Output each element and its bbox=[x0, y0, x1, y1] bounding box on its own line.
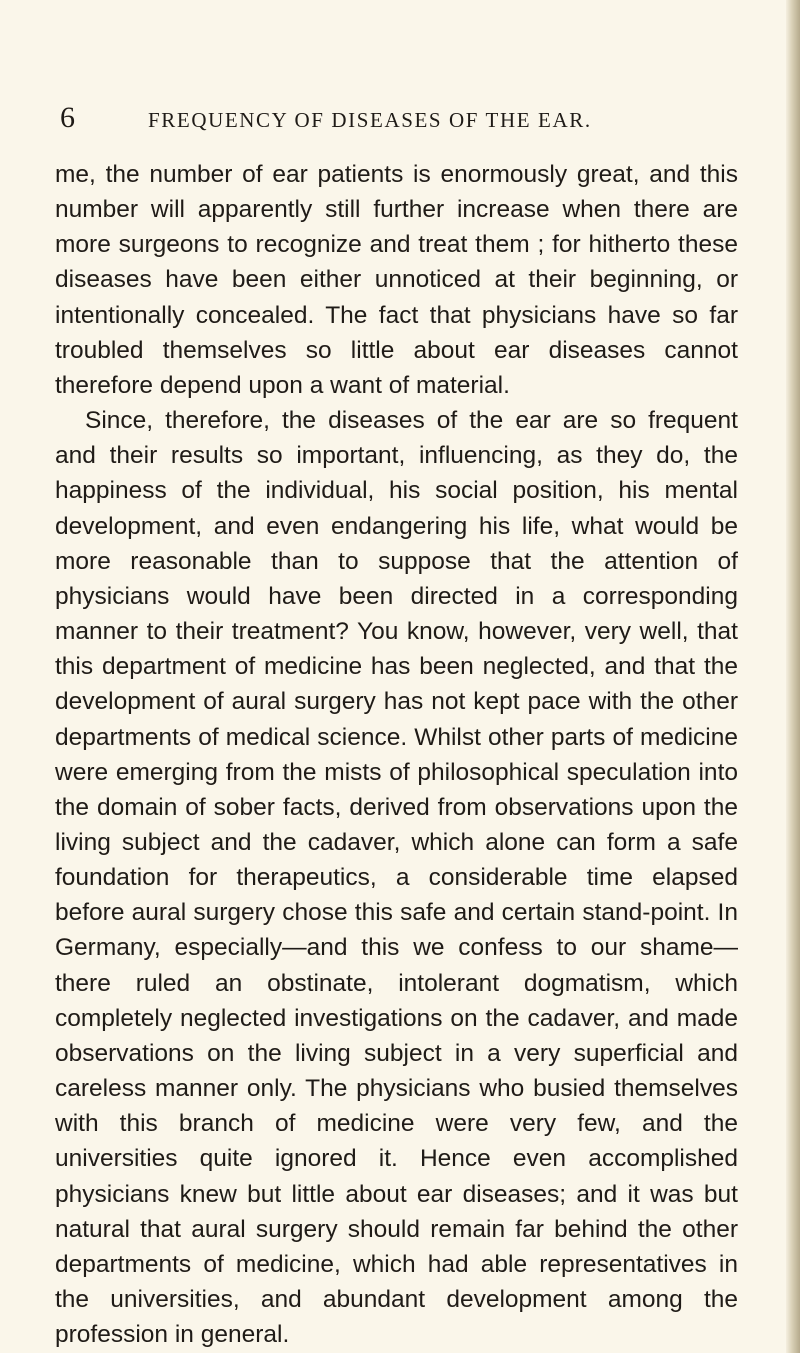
body-text bbox=[55, 157, 738, 1352]
page-number: 6 bbox=[60, 101, 75, 134]
page-header bbox=[60, 98, 750, 138]
running-head: FREQUENCY OF DISEASES OF THE EAR. bbox=[148, 108, 592, 132]
paragraph: Since, therefore, the diseases of the ear are so frequent and their results so important, influencing, as they do, the happiness of the individual, his social position, his mental development, and even endangering his life, what would be more reasonable than to suppose that the attention of physicians would have been directed in a corresponding manner to their treatment? You know, however, very well, that this department of medicine has been neglected, and that the development of aural surgery has not kept pace with the other departments of medical science. Whilst other parts of medicine were emerging from the mists of philosophical speculation into the domain of sober facts, derived from observations upon the living subject and the cadaver, which alone can form a safe foundation for therapeutics, a considerable time elapsed before aural surgery chose this safe and certain stand-point. In Germany, especially—and this we confess to our shame—there ruled an obstinate, intolerant dogmatism, which completely neglected investigations on the cadaver, and made observations on the living subject in a very superficial and careless manner only. The physicians who busied themselves with this branch of medicine were very few, and the universities quite ignored it. Hence even accomplished physicians knew but little about ear diseases; and it was but natural that aural surgery should remain far behind the other departments of medicine, which had able representatives in the universities, and abundant development among the profession in general. bbox=[55, 407, 738, 1349]
paragraph: me, the number of ear patients is enormously great, and this number will apparently still further increase when there are more surgeons to recognize and treat them ; for hitherto these diseases have been either unnoticed at their beginning, or intentionally concealed. The fact that physicians have so far troubled themselves so little about ear diseases cannot therefore depend upon a want of material. bbox=[55, 161, 738, 399]
page-binding-edge bbox=[786, 0, 800, 1353]
